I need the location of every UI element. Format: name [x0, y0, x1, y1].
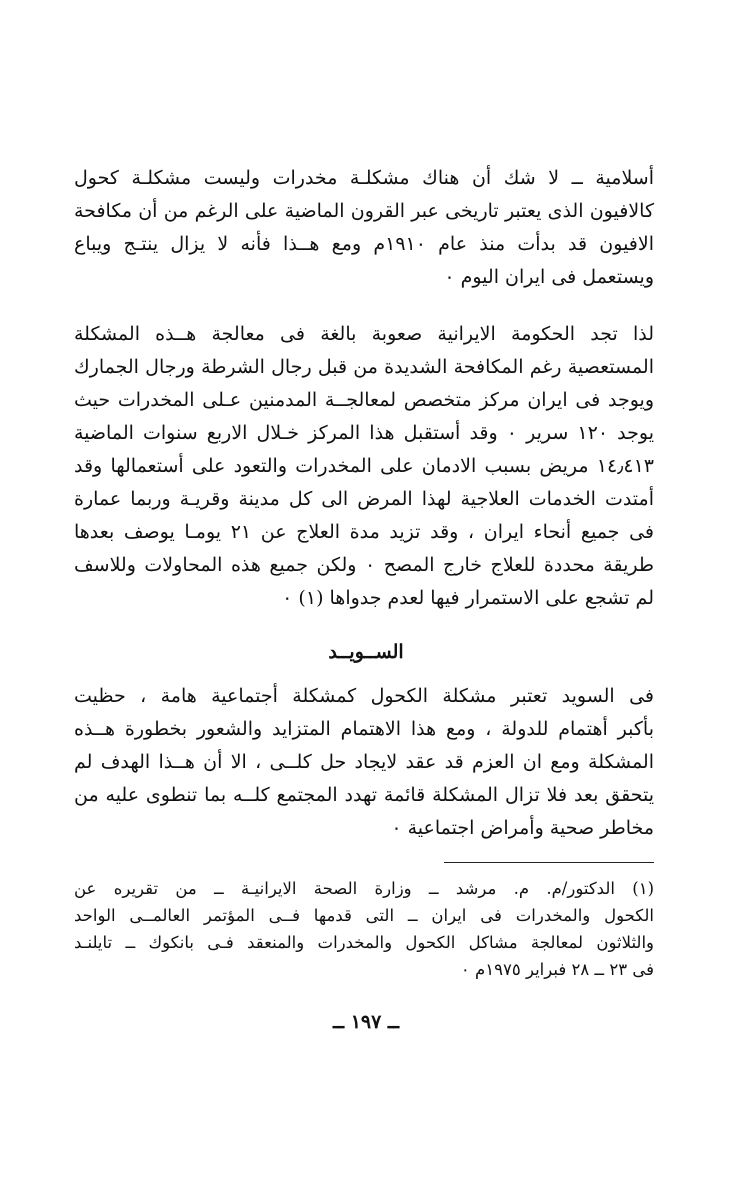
text-line: لذا تجد الحكومة الايرانية صعوبة بالغة فى معالجة هــذه المشكلة [74, 323, 654, 345]
text-line: بأكبر أهتمام للدولة ، ومع هذا الاهتمام المتزايد والشعور بخطورة هــذه [74, 718, 654, 740]
text-line: كالافيون الذى يعتبر تاريخى عبر القرون الماضية على الرغم من أن مكافحة [74, 200, 654, 222]
text-line: فى جميع أنحاء ايران ، وقد تزيد مدة العلاج عن ٢١ يومـا يوصف بعدها [74, 521, 654, 543]
text-line: الافيون قد بدأت منذ عام ١٩١٠م ومع هــذا فأنه لا يزال ينتـج ويباع [74, 233, 655, 255]
paragraph-iran-treatment [74, 318, 654, 615]
text-line: ١٤٫٤١٣ مريض بسبب الادمان على المخدرات والتعود على أستعمالها وقد [74, 455, 654, 477]
page-number: ــ ١٩٧ ــ [332, 1011, 400, 1033]
footnote-line: الكحول والمخدرات فى ايران ــ التى قدمها فــى المؤتمر العالمــى الواحد [74, 906, 654, 925]
text-line: فى السويد تعتبر مشكلة الكحول كمشكلة أجتماعية هامة ، حظيت [74, 685, 654, 707]
section-heading: الســويــد [328, 641, 404, 663]
paragraph-opium-iran [74, 162, 654, 294]
text-line: لم تشجع على الاستمرار فيها لعدم جدواها (١) ٠ [282, 587, 654, 609]
footnote-line: (١) الدكتور/م. م. مرشد ــ وزارة الصحة الايرانيـة ــ من تقريره عن [74, 879, 654, 898]
text-line: أمتدت الخدمات العلاجية لهذا المرض الى كل مدينة وقريـة وربما عمارة [74, 488, 654, 510]
text-line: طريقة محددة للعلاج خارج المصح ٠ ولكن جميع هذه المحاولات وللاسف [74, 554, 654, 576]
text-line: يتحقق بعد فلا تزال المشكلة قائمة تهدد المجتمع كلــه بما تنطوى عليه من [74, 784, 654, 806]
paragraph-sweden [74, 680, 654, 845]
text-line: ويستعمل فى ايران اليوم ٠ [444, 266, 654, 288]
text-line: المشكلة ومع ان العزم قد عقد لايجاد حل كلــى ، الا أن هــذا الهدف لم [74, 751, 654, 773]
text-line: يوجد ١٢٠ سرير ٠ وقد أستقبل هذا المركز خـلال الاربع سنوات الماضية [74, 422, 654, 444]
text-line: أسلامية ــ لا شك أن هناك مشكلـة مخدرات وليست مشكلـة كحول [74, 167, 654, 189]
text-line: ويوجد فى ايران مركز متخصص لمعالجــة المدمنين عـلى المخدرات حيث [74, 389, 654, 411]
footnote-line: والثلاثون لمعالجة مشاكل الكحول والمخدرات والمنعقد فـى بانكوك ــ تايلنـد [74, 933, 654, 952]
text-line: مخاطر صحية وأمراض اجتماعية ٠ [391, 817, 654, 839]
footnote-line: فى ٢٣ ــ ٢٨ فبراير ١٩٧٥م ٠ [460, 960, 654, 979]
footnote [74, 875, 654, 983]
text-line: المستعصية رغم المكافحة الشديدة من قبل رجال الشرطة ورجال الجمارك [74, 356, 654, 378]
footnote-divider [444, 862, 654, 863]
